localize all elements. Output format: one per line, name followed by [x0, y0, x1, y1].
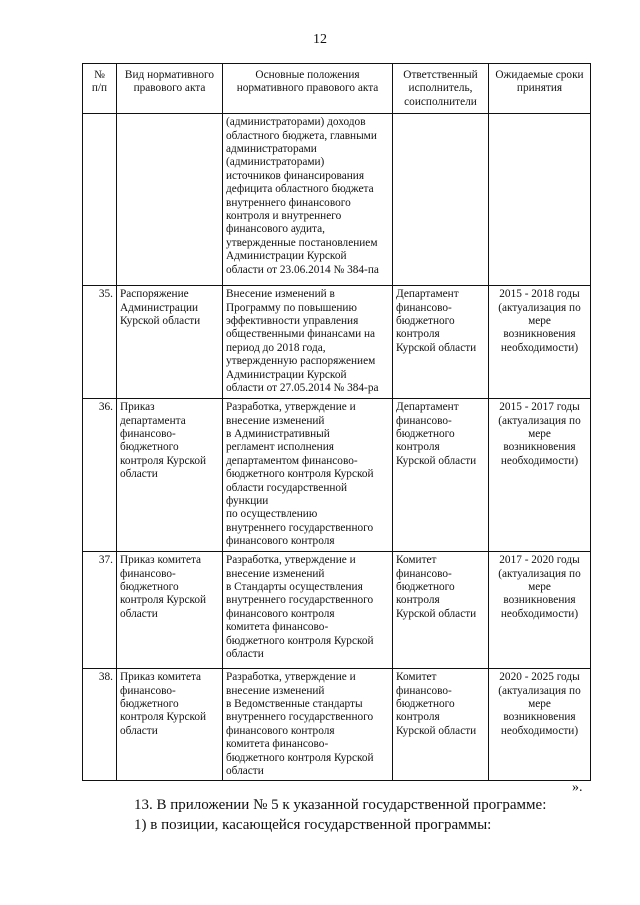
row-number: 35.: [83, 286, 117, 399]
paragraph-item-13: 13. В приложении № 5 к указанной государственной программе:: [134, 797, 547, 813]
header-deadline: Ожидаемые сроки принятия: [489, 64, 591, 114]
paragraph-subitem-1: 1) в позиции, касающейся государственной программы:: [134, 817, 492, 833]
row-number: 37.: [83, 552, 117, 669]
row-deadline: 2020 - 2025 годы (актуализация по мере возникновения необходимости): [489, 669, 591, 781]
regulations-table: [82, 63, 591, 781]
table-row: [83, 669, 591, 781]
row-deadline: [489, 114, 591, 286]
row-executor: Департамент финансово- бюджетного контроля Курской области: [393, 286, 489, 399]
header-main-provisions: Основные положения нормативного правового акта: [223, 64, 393, 114]
header-executor: Ответственный исполнитель, соисполнители: [393, 64, 489, 114]
row-act-type: Приказ департамента финансово- бюджетного контроля Курской области: [117, 399, 223, 552]
row-deadline: 2015 - 2017 годы (актуализация по мере возникновения необходимости): [489, 399, 591, 552]
row-act-type: Приказ комитета финансово- бюджетного контроля Курской области: [117, 552, 223, 669]
row-act-type: [117, 114, 223, 286]
row-main-provisions: Разработка, утверждение и внесение изменений в Ведомственные стандарты внутреннего государственного финансового контроля комитета финансово- бюджетного контроля Курской области: [223, 669, 393, 781]
row-act-type: Распоряжение Администрации Курской области: [117, 286, 223, 399]
table-header-row: [83, 64, 591, 114]
table-row: [83, 114, 591, 286]
row-main-provisions: Разработка, утверждение и внесение изменений в Административный регламент исполнения департаментом финансово- бюджетного контроля Курской области государственной функции по осуществлению внутреннего государственного финансового контроля: [223, 399, 393, 552]
row-number: [83, 114, 117, 286]
row-deadline: 2015 - 2018 годы (актуализация по мере возникновения необходимости): [489, 286, 591, 399]
row-executor: Комитет финансово- бюджетного контроля Курской области: [393, 552, 489, 669]
row-act-type: Приказ комитета финансово- бюджетного контроля Курской области: [117, 669, 223, 781]
row-deadline: 2017 - 2020 годы (актуализация по мере возникновения необходимости): [489, 552, 591, 669]
row-number: 38.: [83, 669, 117, 781]
header-act-type: Вид нормативного правового акта: [117, 64, 223, 114]
closing-quote-mark: ».: [572, 780, 583, 795]
row-main-provisions: Разработка, утверждение и внесение изменений в Стандарты осуществления внутреннего государственного финансового контроля комитета финансово- бюджетного контроля Курской области: [223, 552, 393, 669]
table-row: [83, 286, 591, 399]
page-number: 12: [313, 32, 327, 47]
row-main-provisions: Внесение изменений в Программу по повышению эффективности управления общественными финансами на период до 2018 года, утвержденную распоряжением Администрации Курской области от 27.05.2014 № 384-ра: [223, 286, 393, 399]
row-main-provisions: (администраторами) доходов областного бюджета, главными администраторами (администраторами) источников финансирования дефицита областного бюджета внутреннего финансового контроля и внутреннего финансового аудита, утвержденные постановлением Администрации Курской области от 23.06.2014 № 384-па: [223, 114, 393, 286]
row-executor: Комитет финансово- бюджетного контроля Курской области: [393, 669, 489, 781]
table-row: [83, 552, 591, 669]
header-number: № п/п: [83, 64, 117, 114]
row-executor: Департамент финансово- бюджетного контроля Курской области: [393, 399, 489, 552]
table-row: [83, 399, 591, 552]
row-executor: [393, 114, 489, 286]
row-number: 36.: [83, 399, 117, 552]
